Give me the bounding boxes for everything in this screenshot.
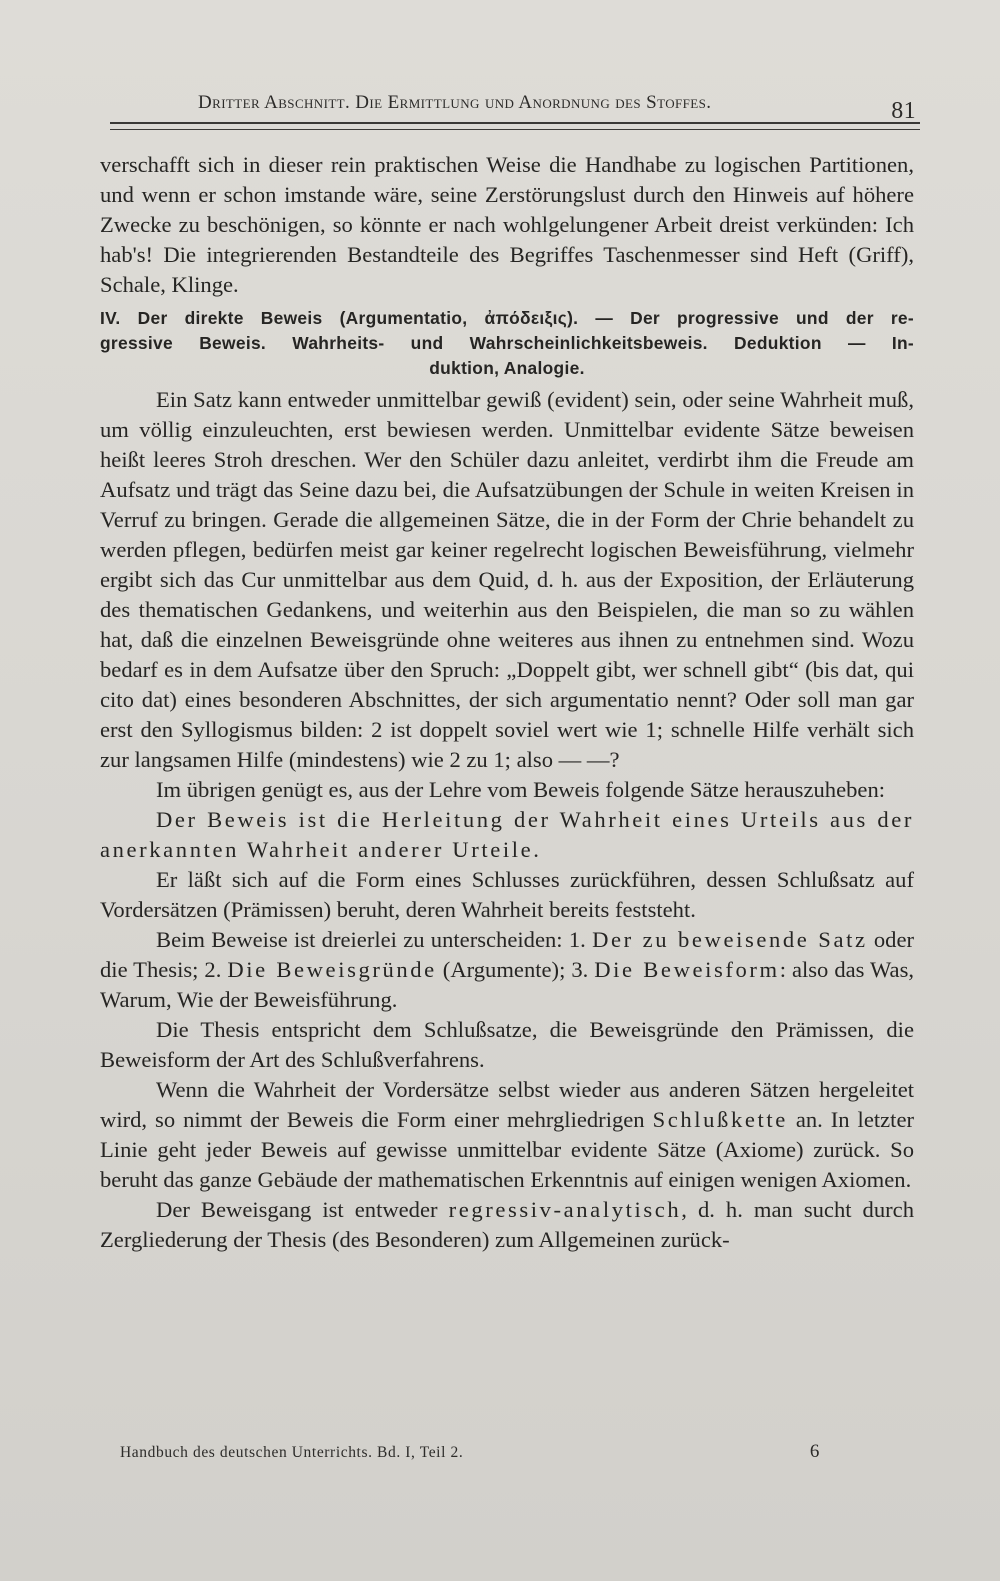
source-note: Handbuch des deutschen Unterrichts. Bd. I, Teil 2. <box>120 1444 464 1461</box>
definition-paragraph: Der Beweis ist die Herleitung der Wahrheit eines Urteils aus der anerkannten Wahrheit anderer Urteile. <box>100 807 914 862</box>
spaced-term: regressiv-analytisch <box>448 1197 682 1222</box>
spaced-term: Die Beweisgründe <box>227 957 437 982</box>
page-number: 81 <box>891 98 916 124</box>
page-footer <box>120 1441 820 1462</box>
paragraph: Die Thesis entspricht dem Schlußsatze, die Beweisgründe den Prämissen, die Beweisform der Art des Schlußverfahrens. <box>100 1017 914 1072</box>
page-body <box>100 150 914 1255</box>
text-run: Wenn die Wahrheit der Vordersätze selbst wieder aus anderen Sätzen hergeleitet wird, so nimmt der Beweis die Form einer mehrgliedrigen <box>100 1077 914 1132</box>
text-run: (Argumente); 3. <box>436 957 595 982</box>
text-run: oder die Thesis; 2. <box>100 927 915 982</box>
text-run: Der Beweisgang ist entweder <box>156 1197 449 1222</box>
text-run: : also das Was, Warum, Wie der Beweisführung. <box>100 957 915 1012</box>
spaced-term: Schlußkette <box>652 1107 788 1132</box>
text-run: Beim Beweise ist dreierlei zu unterscheiden: 1. <box>156 927 593 952</box>
paragraph: Ein Satz kann entweder unmittelbar gewiß (evident) sein, oder seine Wahrheit muß, um völlig einzuleuchten, erst bewiesen werden. Unmittelbar evidente Sätze beweisen heißt leeres Stroh dreschen. Wer den Schüler dazu anleitet, verdirbt ihm die Freude am Aufsatz und trägt das Seine dazu bei, die Aufsatzübungen der Schule in weiten Kreisen in Verruf zu bringen. Gerade die allgemeinen Sätze, die in der Form der Chrie behandelt zu werden pflegen, bedürfen meist gar keiner regelrecht logischen Beweisführung, vielmehr ergibt sich das Cur unmittelbar aus dem Quid, d. h. aus der Exposition, der Erläuterung des thematischen Gedankens, und weiterhin aus den Beispielen, die man so zu wählen hat, daß die einzelnen Beweisgründe ohne weiteres aus ihnen zu entnehmen sind. Wozu bedarf es in dem Aufsatze über den Spruch: „Doppelt gibt, wer schnell gibt“ (bis dat, qui cito dat) eines besonderen Abschnittes, der sich argumentatio nennt? Oder soll man gar erst den Syllogismus bilden: 2 ist doppelt soviel wert wie 1; schnelle Hilfe verhält sich zur langsamen Hilfe (mindestens) wie 2 zu 1; also — —? <box>100 387 914 772</box>
paragraph: Im übrigen genügt es, aus der Lehre vom Beweis folgende Sätze herauszuheben: <box>156 777 886 802</box>
section-heading-line: gressive Beweis. Wahrheits- und Wahrscheinlichkeitsbeweis. Deduktion — In- <box>100 333 914 353</box>
section-heading-line: duktion, Analogie. <box>429 358 585 378</box>
spaced-term: Die Beweisform <box>594 957 780 982</box>
section-heading <box>100 306 914 381</box>
paragraph <box>100 925 914 1015</box>
text-run: an. In letzter Linie geht jeder Beweis auf gewisse unmittelbar evidente Sätze (Axiome) zurück. So beruht das ganze Gebäude der mathematischen Erkenntnis auf einigen wenigen Axiomen. <box>100 1107 915 1192</box>
header-rule <box>110 122 920 130</box>
section-heading-line: IV. Der direkte Beweis (Argumentatio, ἀπόδειξις). — Der progressive und der re- <box>100 308 914 328</box>
paragraph: Er läßt sich auf die Form eines Schlusses zurückführen, dessen Schlußsatz auf Vordersätzen (Prämissen) beruht, deren Wahrheit bereits feststeht. <box>100 867 914 922</box>
paragraph-continuation: verschafft sich in dieser rein praktischen Weise die Handhabe zu logischen Partitionen, und wenn er schon imstande wäre, seine Zerstörungslust durch den Hinweis auf höhere Zwecke zu beschönigen, so könnte er nach wohlgelungener Arbeit dreist verkünden: Ich hab's! Die integrierenden Bestandteile des Begriffes Taschenmesser sind Heft (Griff), Schale, Klinge. <box>100 152 914 297</box>
paragraph <box>100 1195 914 1255</box>
text-run: , d. h. man sucht durch Zergliederung der Thesis (des Besonderen) zum Allgemeinen zurück- <box>100 1197 914 1252</box>
spaced-term: Der zu beweisende Satz <box>592 927 868 952</box>
paragraph <box>100 1075 914 1195</box>
signature-mark: 6 <box>809 1441 820 1462</box>
running-title: Dritter Abschnitt. Die Ermittlung und Anordnung des Stoffes. <box>198 92 712 113</box>
